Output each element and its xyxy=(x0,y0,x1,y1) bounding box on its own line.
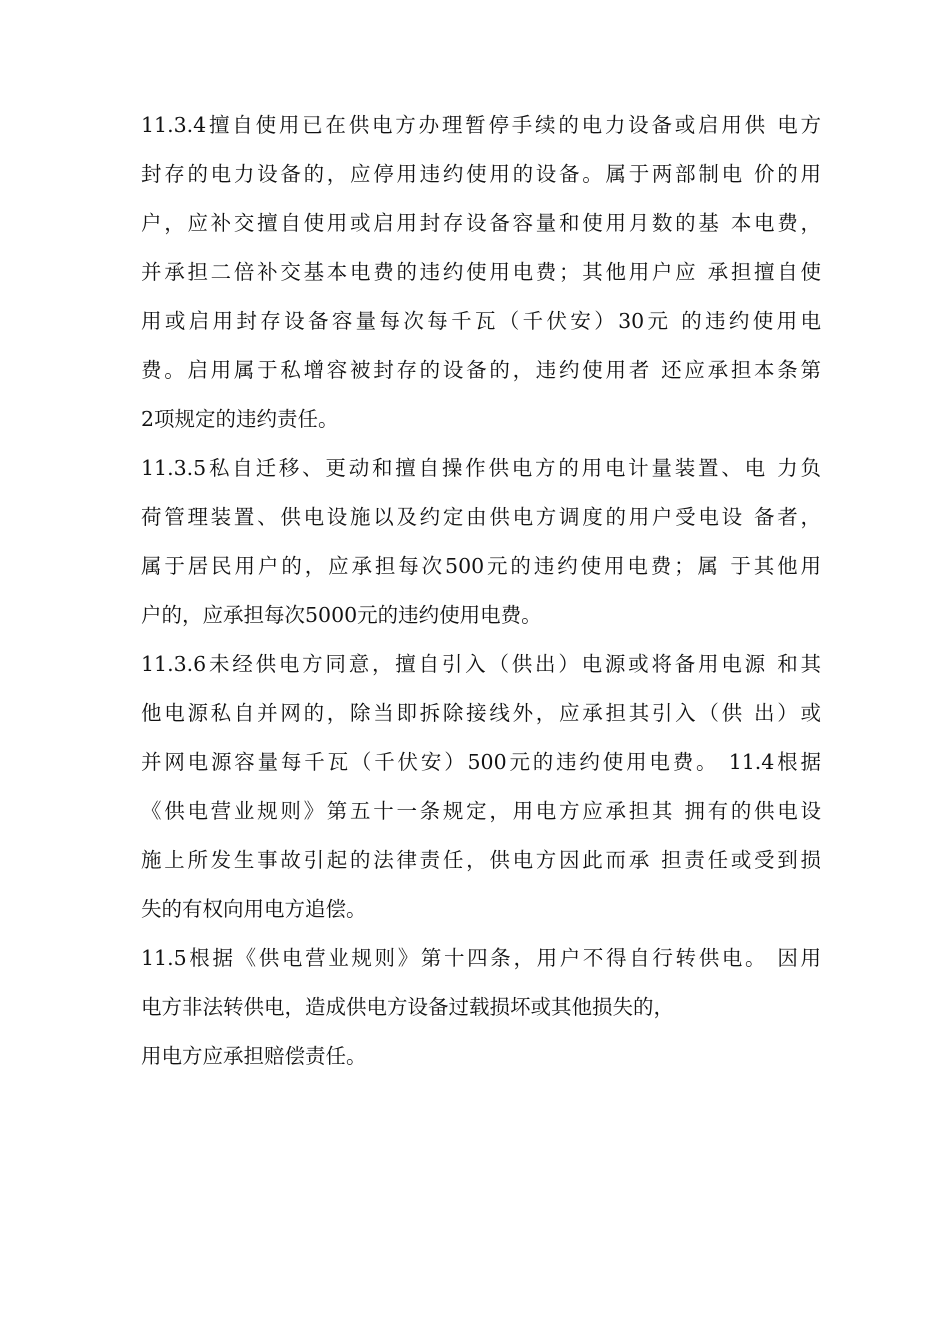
text-line: 费。启用属于私增容被封存的设备的，违约使用者 还应承担本条第 xyxy=(141,358,821,382)
text-line: 并网电源容量每千瓦（千伏安）500元的违约使用电费。 11.4根据 xyxy=(141,750,821,774)
text-line: 11.3.6未经供电方同意，擅自引入（供出）电源或将备用电源 和其 xyxy=(141,652,821,676)
text-line: 施上所发生事故引起的法律责任，供电方因此而承 担责任或受到损 xyxy=(141,848,821,872)
text-line: 他电源私自并网的，除当即拆除接线外，应承担其引入（供 出）或 xyxy=(141,701,821,725)
text-line: 电方非法转供电，造成供电方设备过载损坏或其他损失的， xyxy=(141,995,674,1019)
text-line: 用电方应承担赔偿责任。 xyxy=(141,1044,367,1068)
text-line: 并承担二倍补交基本电费的违约使用电费；其他用户应 承担擅自使 xyxy=(141,260,821,284)
text-line: 用或启用封存设备容量每次每千瓦（千伏安）30元 的违约使用电 xyxy=(141,309,821,333)
text-line: 11.5根据《供电营业规则》第十四条，用户不得自行转供电。 因用 xyxy=(141,946,821,970)
text-line: 11.3.5私自迁移、更动和擅自操作供电方的用电计量装置、电 力负 xyxy=(141,456,821,480)
text-line: 2项规定的违约责任。 xyxy=(141,407,339,431)
text-line: 11.3.4擅自使用已在供电方办理暂停手续的电力设备或启用供 电方 xyxy=(141,113,821,137)
text-line: 户，应补交擅自使用或启用封存设备容量和使用月数的基 本电费， xyxy=(141,211,821,235)
text-line: 户的，应承担每次5000元的违约使用电费。 xyxy=(141,603,542,627)
text-line: 失的有权向用电方追偿。 xyxy=(141,897,367,921)
text-line: 属于居民用户的，应承担每次500元的违约使用电费；属 于其他用 xyxy=(141,554,821,578)
document-body xyxy=(141,101,821,1081)
text-line: 荷管理装置、供电设施以及约定由供电方调度的用户受电设 备者， xyxy=(141,505,821,529)
text-line: 《供电营业规则》第五十一条规定，用电方应承担其 拥有的供电设 xyxy=(141,799,821,823)
text-line: 封存的电力设备的，应停用违约使用的设备。属于两部制电 价的用 xyxy=(141,162,821,186)
